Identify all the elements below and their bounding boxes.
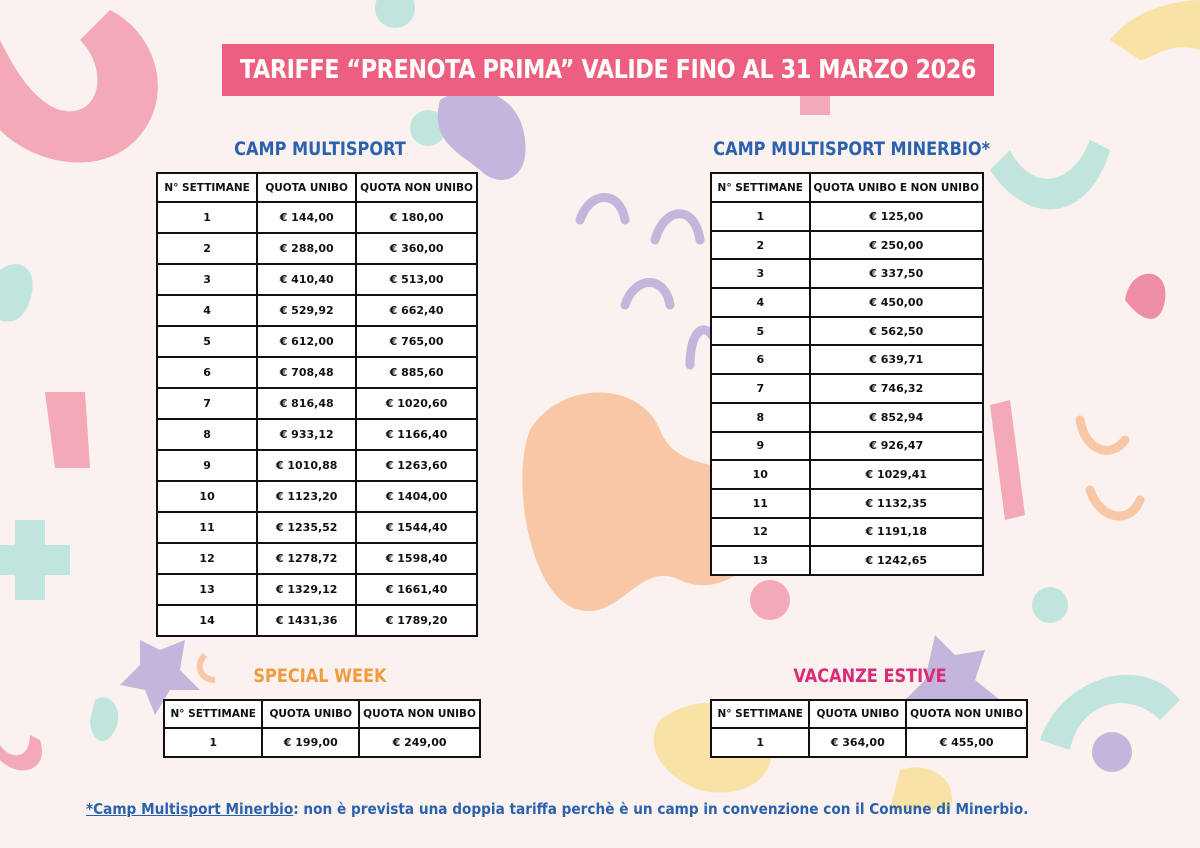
price-cell: € 885,60 [356, 357, 477, 388]
table-row [157, 326, 477, 357]
price-cell: € 199,00 [262, 728, 359, 757]
price-cell: € 662,40 [356, 295, 477, 326]
price-cell: € 513,00 [356, 264, 477, 295]
price-cell: € 125,00 [810, 202, 983, 231]
price-cell: € 933,12 [257, 419, 356, 450]
price-cell: € 1789,20 [356, 605, 477, 636]
header-quota-unibo: QUOTA UNIBO [257, 173, 356, 202]
price-cell: € 529,92 [257, 295, 356, 326]
weeks-cell: 2 [711, 231, 810, 260]
purple-arc-shape [580, 198, 625, 221]
table-row [711, 489, 983, 518]
price-cell: € 1123,20 [257, 481, 356, 512]
weeks-cell: 12 [711, 518, 810, 547]
pink-bar-shape [45, 392, 90, 468]
price-cell: € 1431,36 [257, 605, 356, 636]
table-row [711, 728, 1027, 757]
table-header-row [711, 700, 1027, 728]
footnote-text: : non è prevista una doppia tariffa perchè è un camp in convenzione con il Comune di Minerbio. [293, 800, 1029, 818]
weeks-cell: 5 [157, 326, 257, 357]
table-header-row [164, 700, 480, 728]
weeks-cell: 3 [711, 259, 810, 288]
price-cell: € 1191,18 [810, 518, 983, 547]
teal-dot-shape [1032, 587, 1068, 623]
pink-arc-shape [0, 10, 158, 163]
table-row [157, 264, 477, 295]
weeks-cell: 5 [711, 317, 810, 346]
table-row [157, 202, 477, 233]
camp-multisport-table [156, 172, 478, 637]
weeks-cell: 3 [157, 264, 257, 295]
weeks-cell: 10 [711, 460, 810, 489]
price-cell: € 708,48 [257, 357, 356, 388]
price-cell: € 249,00 [359, 728, 480, 757]
price-cell: € 288,00 [257, 233, 356, 264]
header-quota-non-unibo: QUOTA NON UNIBO [906, 700, 1027, 728]
header-quota-non-unibo: QUOTA NON UNIBO [356, 173, 477, 202]
weeks-cell: 1 [711, 728, 809, 757]
table-row [711, 345, 983, 374]
header-weeks: N° SETTIMANE [157, 173, 257, 202]
price-cell: € 1242,65 [810, 546, 983, 575]
purple-dot-shape [1092, 732, 1132, 772]
page-title: TARIFFE “PRENOTA PRIMA” VALIDE FINO AL 31 MARZO 2026 [239, 55, 977, 85]
table-row [157, 419, 477, 450]
weeks-cell: 9 [157, 450, 257, 481]
table-row [157, 574, 477, 605]
table-row [711, 518, 983, 547]
table-header-row [711, 173, 983, 202]
vacanze-estive-table [710, 699, 1028, 758]
price-cell: € 1598,40 [356, 543, 477, 574]
weeks-cell: 12 [157, 543, 257, 574]
special-week-table [163, 699, 481, 758]
teal-swirl-shape [990, 140, 1110, 209]
special-week-heading: SPECIAL WEEK [253, 665, 387, 687]
price-cell: € 1029,41 [810, 460, 983, 489]
camp-minerbio-heading: CAMP MULTISPORT MINERBIO* [713, 138, 991, 160]
price-cell: € 1235,52 [257, 512, 356, 543]
weeks-cell: 8 [157, 419, 257, 450]
weeks-cell: 4 [157, 295, 257, 326]
price-cell: € 1010,88 [257, 450, 356, 481]
peach-arc-shape [1080, 420, 1125, 450]
price-cell: € 746,32 [810, 374, 983, 403]
camp-multisport-heading: CAMP MULTISPORT [234, 138, 406, 160]
weeks-cell: 2 [157, 233, 257, 264]
weeks-cell: 1 [164, 728, 262, 757]
header-quota-unibo: QUOTA UNIBO [809, 700, 906, 728]
table-row [157, 512, 477, 543]
pink-bar-shape [990, 400, 1025, 520]
weeks-cell: 13 [711, 546, 810, 575]
price-cell: € 455,00 [906, 728, 1027, 757]
weeks-cell: 9 [711, 432, 810, 461]
camp-minerbio-table [710, 172, 984, 576]
price-cell: € 1132,35 [810, 489, 983, 518]
price-cell: € 926,47 [810, 432, 983, 461]
price-cell: € 1166,40 [356, 419, 477, 450]
table-row [157, 357, 477, 388]
price-cell: € 1263,60 [356, 450, 477, 481]
table-row [157, 233, 477, 264]
table-row [157, 481, 477, 512]
table-row [164, 728, 480, 757]
price-cell: € 180,00 [356, 202, 477, 233]
table-row [711, 317, 983, 346]
weeks-cell: 4 [711, 288, 810, 317]
price-cell: € 852,94 [810, 403, 983, 432]
pink-arc-shape [0, 735, 42, 770]
table-header-row [157, 173, 477, 202]
peach-arc-shape [1090, 490, 1140, 516]
price-cell: € 562,50 [810, 317, 983, 346]
header-weeks: N° SETTIMANE [164, 700, 262, 728]
table-row [711, 231, 983, 260]
teal-blob-shape [0, 264, 33, 321]
weeks-cell: 8 [711, 403, 810, 432]
footnote [86, 800, 1029, 818]
weeks-cell: 11 [711, 489, 810, 518]
price-cell: € 639,71 [810, 345, 983, 374]
weeks-cell: 6 [157, 357, 257, 388]
weeks-cell: 14 [157, 605, 257, 636]
teal-dot-shape [375, 0, 415, 28]
purple-arc-shape [625, 283, 670, 306]
weeks-cell: 10 [157, 481, 257, 512]
price-cell: € 612,00 [257, 326, 356, 357]
pink-crescent-shape [1125, 274, 1165, 319]
price-cell: € 337,50 [810, 259, 983, 288]
weeks-cell: 1 [711, 202, 810, 231]
table-row [711, 374, 983, 403]
purple-blob-shape [438, 90, 526, 180]
price-cell: € 1329,12 [257, 574, 356, 605]
header-weeks: N° SETTIMANE [711, 173, 810, 202]
purple-arc-shape [655, 214, 700, 240]
price-cell: € 250,00 [810, 231, 983, 260]
weeks-cell: 11 [157, 512, 257, 543]
weeks-cell: 7 [157, 388, 257, 419]
price-cell: € 364,00 [809, 728, 906, 757]
price-cell: € 144,00 [257, 202, 356, 233]
price-cell: € 410,40 [257, 264, 356, 295]
header-quota-unibo-e-non-unibo: QUOTA UNIBO E NON UNIBO [810, 173, 983, 202]
price-cell: € 1661,40 [356, 574, 477, 605]
table-row [157, 388, 477, 419]
teal-cross-shape [0, 520, 70, 600]
pink-dot-shape [750, 580, 790, 620]
price-cell: € 1544,40 [356, 512, 477, 543]
table-row [157, 543, 477, 574]
price-cell: € 1404,00 [356, 481, 477, 512]
footnote-link[interactable]: *Camp Multisport Minerbio [86, 800, 294, 818]
header-quota-non-unibo: QUOTA NON UNIBO [359, 700, 480, 728]
price-cell: € 1278,72 [257, 543, 356, 574]
table-row [711, 259, 983, 288]
teal-blob-shape [90, 697, 118, 741]
table-row [157, 605, 477, 636]
weeks-cell: 7 [711, 374, 810, 403]
table-row [157, 450, 477, 481]
table-row [711, 432, 983, 461]
table-row [711, 202, 983, 231]
header-weeks: N° SETTIMANE [711, 700, 809, 728]
price-cell: € 360,00 [356, 233, 477, 264]
table-row [711, 403, 983, 432]
table-row [711, 460, 983, 489]
table-row [711, 288, 983, 317]
table-row [711, 546, 983, 575]
vacanze-estive-heading: VACANZE ESTIVE [793, 665, 947, 687]
header-quota-unibo: QUOTA UNIBO [262, 700, 359, 728]
price-cell: € 765,00 [356, 326, 477, 357]
price-cell: € 816,48 [257, 388, 356, 419]
price-cell: € 1020,60 [356, 388, 477, 419]
weeks-cell: 1 [157, 202, 257, 233]
table-row [157, 295, 477, 326]
weeks-cell: 13 [157, 574, 257, 605]
price-cell: € 450,00 [810, 288, 983, 317]
weeks-cell: 6 [711, 345, 810, 374]
title-banner [222, 44, 994, 96]
yellow-arc-shape [1110, 0, 1200, 60]
